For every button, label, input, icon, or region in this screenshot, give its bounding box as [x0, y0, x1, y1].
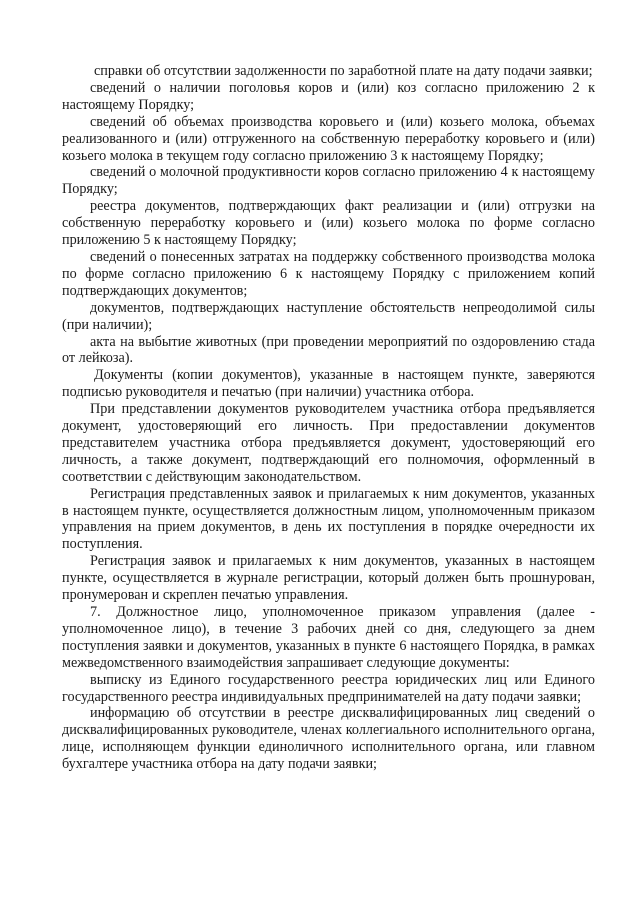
document-page [62, 63, 595, 773]
paragraph-section-7: 7. Должностное лицо, уполномоченное приказом управления (далее - уполномоченное лицо), в течение 3 рабочих дней со дня, следующего за днем поступления заявки и документов, указанных в пункте 6 настоящего Порядка, в рамках межведомственного взаимодействия запрашивает следующие документы: [62, 604, 595, 671]
paragraph-identity-documents: При представлении документов руководителем участника отбора предъявляется документ, удостоверяющий его личность. При предоставлении документов представителем участника отбора предъявляется документ, удостоверяющий его личность, а также документ, подтверждающий его полномочия, оформленный в соответствии с действующим законодательством. [62, 401, 595, 485]
paragraph-disqualified-persons: информацию об отсутствии в реестре дисквалифицированных лиц сведений о дисквалифицированных руководителе, членах коллегиального исполнительного органа, лице, исполняющем функции единоличного исполнительного органа, или главном бухгалтере участника отбора на дату подачи заявки; [62, 705, 595, 773]
paragraph-salary-debt-certificate: справки об отсутствии задолженности по заработной плате на дату подачи заявки; [94, 63, 593, 79]
paragraph-costs-info: сведений о понесенных затратах на поддержку собственного производства молока по форме согласно приложению 6 к настоящему Порядку с приложением копий подтверждающих документов; [62, 248, 595, 299]
paragraph-state-register-extract: выписку из Единого государственного реестра юридических лиц или Единого государственного реестра индивидуальных предпринимателей на дату подачи заявки; [62, 671, 595, 705]
paragraph-registration-journal: Регистрация заявок и прилагаемых к ним документов, указанных в настоящем пункте, осуществляется в журнале регистрации, который должен быть прошнурован, пронумерован и скреплен печатью управления. [62, 553, 595, 604]
paragraph-animal-disposal-act: акта на выбытие животных (при проведении мероприятий по оздоровлению стада от лейкоза). [62, 333, 595, 367]
paragraph-registration-official: Регистрация представленных заявок и прилагаемых к ним документов, указанных в настоящем пункте, осуществляется должностным лицом, уполномоченным приказом управления на прием документов, в день их поступления в порядке очередности их поступления. [62, 485, 595, 553]
paragraph-sales-registry: реестра документов, подтверждающих факт реализации и (или) отгрузки на собственную переработку коровьего и (или) козьего молока по форме согласно приложению 5 к настоящему Порядку; [62, 198, 595, 249]
paragraph-certification: Документы (копии документов), указанные в настоящем пункте, заверяются подписью руководителя и печатью (при наличии) участника отбора. [62, 367, 595, 401]
paragraph-livestock-info: сведений о наличии поголовья коров и (или) коз согласно приложению 2 к настоящему Порядку; [62, 79, 595, 113]
paragraph-force-majeure: документов, подтверждающих наступление обстоятельств непреодолимой силы (при наличии); [62, 299, 595, 333]
paragraph-milk-productivity: сведений о молочной продуктивности коров согласно приложению 4 к настоящему Порядку; [62, 164, 595, 198]
paragraph-milk-volumes: сведений об объемах производства коровьего и (или) козьего молока, объемах реализованного и (или) отгруженного на собственную переработку коровьего и (или) козьего молока в текущем году согласно приложению 3 к настоящему Порядку; [62, 113, 595, 164]
